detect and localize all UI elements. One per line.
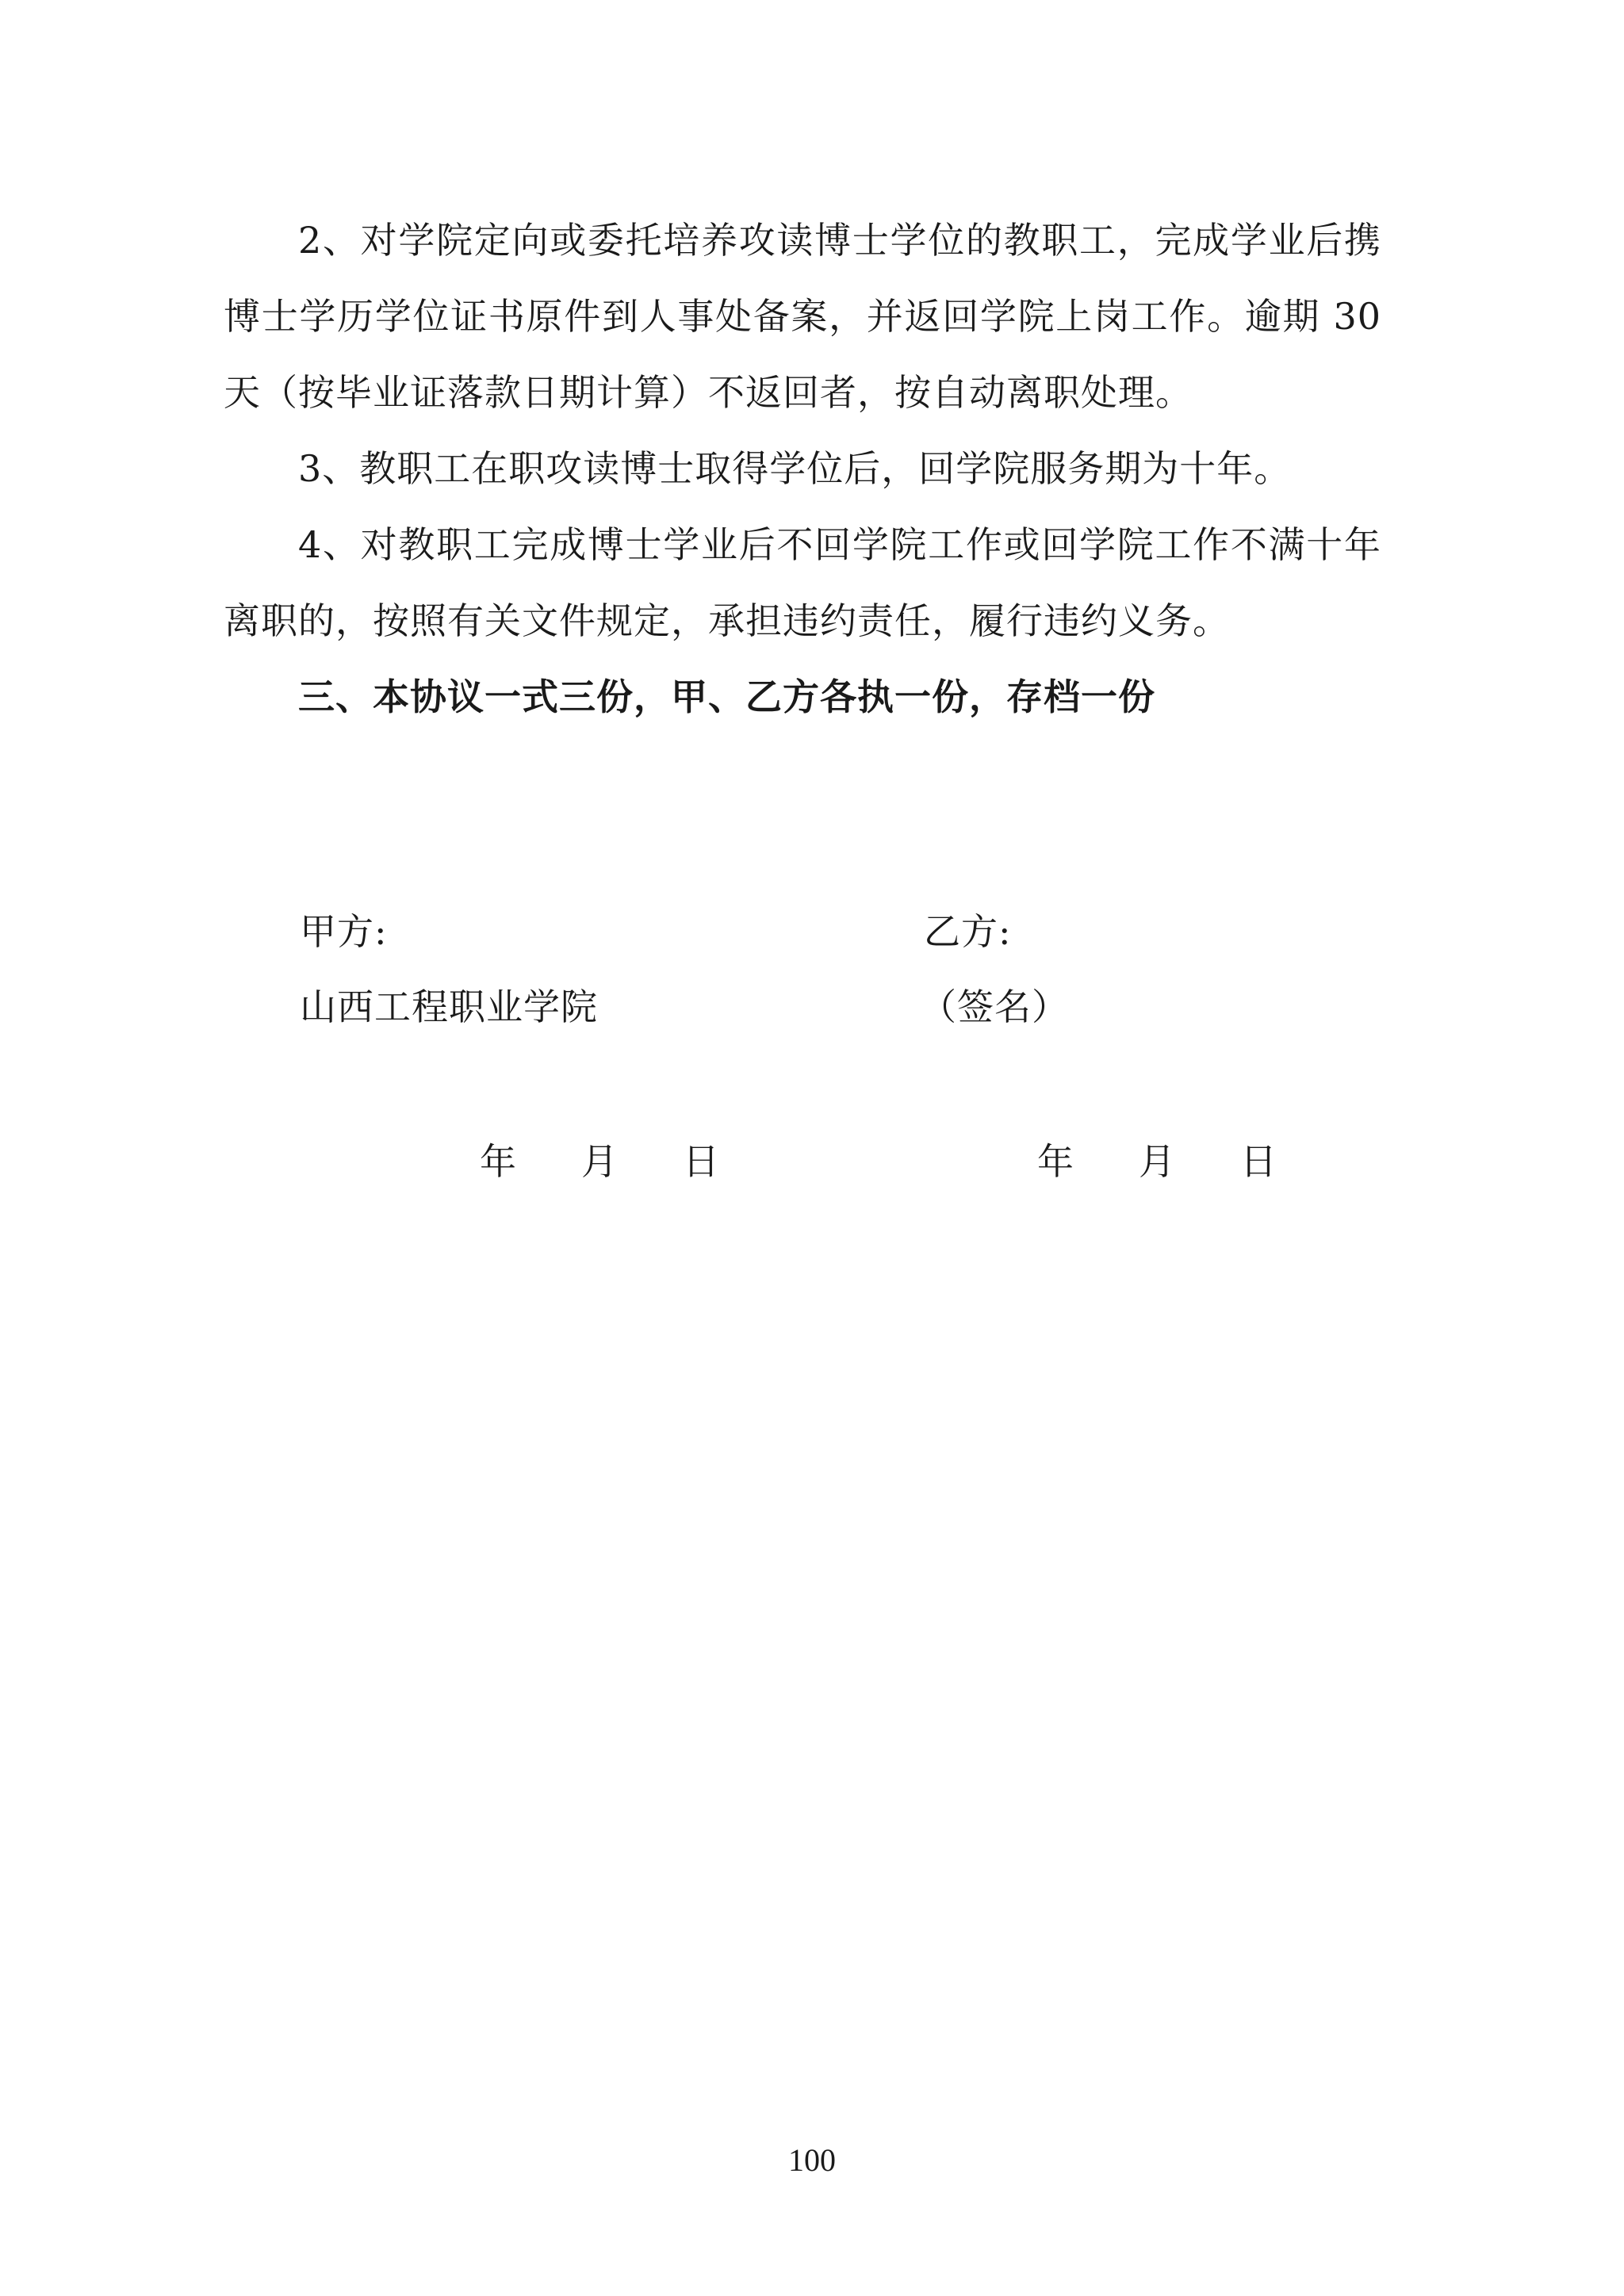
date-month-label: 月 bbox=[581, 1140, 618, 1183]
clause-3: 3、教职工在职攻读博士取得学位后，回学院服务期为十年。 bbox=[298, 447, 1292, 490]
date-month-label: 月 bbox=[1139, 1140, 1175, 1183]
clause-4: 4、对教职工完成博士学业后不回学院工作或回学院工作不满十年离职的，按照有关文件规定，承担违约责任，履行违约义务。 bbox=[224, 523, 1381, 642]
party-a-label: 甲方: bbox=[300, 910, 388, 953]
clause-2: 2、对学院定向或委托培养攻读博士学位的教职工，完成学业后携博士学历学位证书原件到人事处备案，并返回学院上岗工作。逾期 30 天（按毕业证落款日期计算）不返回者，按自动离职处理。 bbox=[224, 219, 1381, 414]
date-day-label: 日 bbox=[683, 1140, 719, 1183]
party-b-signature-hint: （签名） bbox=[920, 985, 1069, 1028]
section-3-heading: 三、本协议一式三份，甲、乙方各执一份，存档一份 bbox=[298, 675, 1155, 718]
date-year-label: 年 bbox=[1037, 1140, 1074, 1183]
party-a-date bbox=[480, 1138, 719, 1185]
party-b-label: 乙方: bbox=[924, 910, 1012, 953]
date-year-label: 年 bbox=[480, 1140, 516, 1183]
date-day-label: 日 bbox=[1240, 1140, 1277, 1183]
page-number: 100 bbox=[788, 2142, 836, 2178]
agreement-body bbox=[224, 202, 1381, 735]
party-a-name: 山西工程职业学院 bbox=[300, 985, 598, 1028]
party-b-date bbox=[1037, 1138, 1277, 1185]
